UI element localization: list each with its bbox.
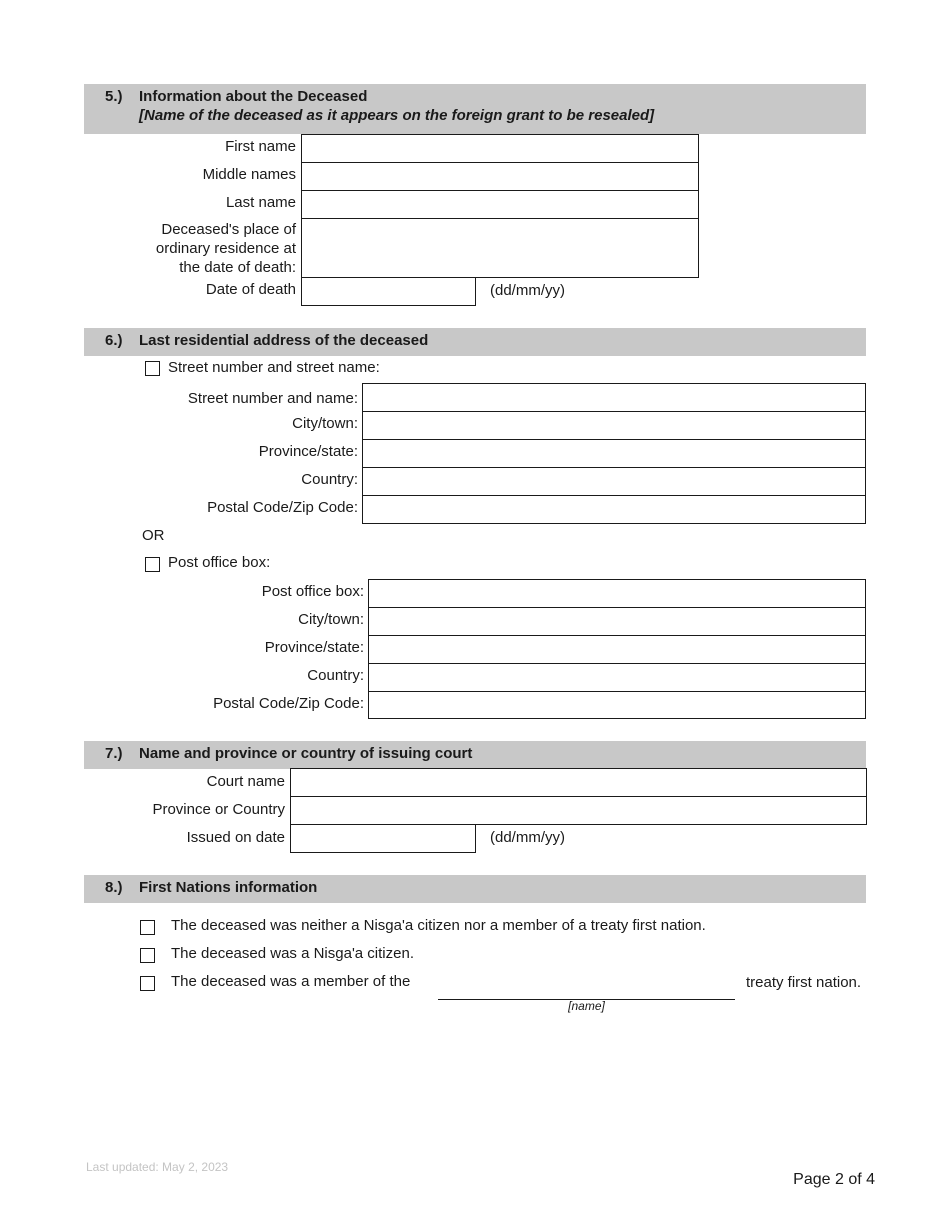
date-format-hint: (dd/mm/yy) [490, 829, 565, 846]
or-separator: OR [142, 527, 165, 544]
street-address-option-label: Street number and street name: [168, 359, 380, 376]
treaty-option-suffix: treaty first nation. [746, 974, 862, 991]
page-number: Page 2 of 4 [793, 1171, 875, 1188]
date-format-hint: (dd/mm/yy) [490, 282, 565, 299]
po-box-checkbox[interactable] [145, 557, 160, 572]
section-title: Last residential address of the deceased [139, 332, 429, 349]
province-label: Province/state: [258, 443, 358, 460]
po-city-label: City/town: [298, 611, 364, 628]
postal-input[interactable] [362, 495, 866, 524]
province-input[interactable] [362, 439, 866, 468]
section-number: 8.) [105, 879, 123, 896]
street-input[interactable] [362, 383, 866, 412]
last-name-input[interactable] [301, 190, 699, 219]
neither-option-label: The deceased was neither a Nisga'a citizen nor a member of a treaty first nation. [171, 917, 706, 934]
first-name-input[interactable] [301, 134, 699, 163]
section-title: Name and province or country of issuing court [139, 745, 473, 762]
po-box-input[interactable] [368, 579, 866, 608]
issued-on-label: Issued on date [186, 829, 285, 846]
section-title: Information about the Deceased [139, 88, 368, 105]
issued-on-input[interactable] [290, 824, 476, 853]
po-city-input[interactable] [368, 607, 866, 636]
postal-label: Postal Code/Zip Code: [207, 499, 358, 516]
section-number: 7.) [105, 745, 123, 762]
last-name-label: Last name [225, 194, 296, 211]
po-box-label: Post office box: [261, 583, 364, 600]
court-name-input[interactable] [290, 768, 867, 797]
nisgaa-option-label: The deceased was a Nisga'a citizen. [171, 945, 414, 962]
po-country-input[interactable] [368, 663, 866, 692]
residence-input[interactable] [301, 218, 699, 278]
middle-names-label: Middle names [202, 166, 296, 183]
date-of-death-input[interactable] [301, 277, 476, 306]
residence-label-line1: Deceased's place of [161, 221, 296, 238]
city-input[interactable] [362, 411, 866, 440]
neither-checkbox[interactable] [140, 920, 155, 935]
date-of-death-label: Date of death [205, 281, 296, 298]
treaty-member-checkbox[interactable] [140, 976, 155, 991]
first-name-label: First name [225, 138, 296, 155]
section-8-header [84, 875, 866, 903]
residence-label-line3: the date of death: [179, 259, 296, 276]
section-number: 5.) [105, 88, 123, 105]
po-box-option-label: Post office box: [168, 554, 271, 571]
section-subtitle: [Name of the deceased as it appears on the foreign grant to be resealed] [139, 107, 655, 124]
po-postal-label: Postal Code/Zip Code: [213, 695, 364, 712]
province-country-input[interactable] [290, 796, 867, 825]
section-number: 6.) [105, 332, 123, 349]
nisgaa-checkbox[interactable] [140, 948, 155, 963]
residence-label-line2: ordinary residence at [155, 240, 296, 257]
section-6-header [84, 328, 866, 356]
street-label: Street number and name: [187, 390, 358, 407]
po-country-label: Country: [307, 667, 364, 684]
middle-names-input[interactable] [301, 162, 699, 191]
section-title: First Nations information [139, 879, 318, 896]
residence-label [156, 220, 296, 277]
street-address-checkbox[interactable] [145, 361, 160, 376]
province-country-label: Province or Country [152, 801, 285, 818]
country-input[interactable] [362, 467, 866, 496]
country-label: Country: [301, 471, 358, 488]
po-postal-input[interactable] [368, 691, 866, 719]
po-province-input[interactable] [368, 635, 866, 664]
last-updated-text: Last updated: May 2, 2023 [86, 1160, 229, 1174]
section-7-header [84, 741, 866, 769]
treaty-option-prefix: The deceased was a member of the [171, 973, 411, 990]
po-province-label: Province/state: [264, 639, 364, 656]
treaty-name-caption: [name] [568, 999, 605, 1013]
city-label: City/town: [292, 415, 358, 432]
court-name-label: Court name [206, 773, 285, 790]
section-5-header [84, 84, 866, 134]
